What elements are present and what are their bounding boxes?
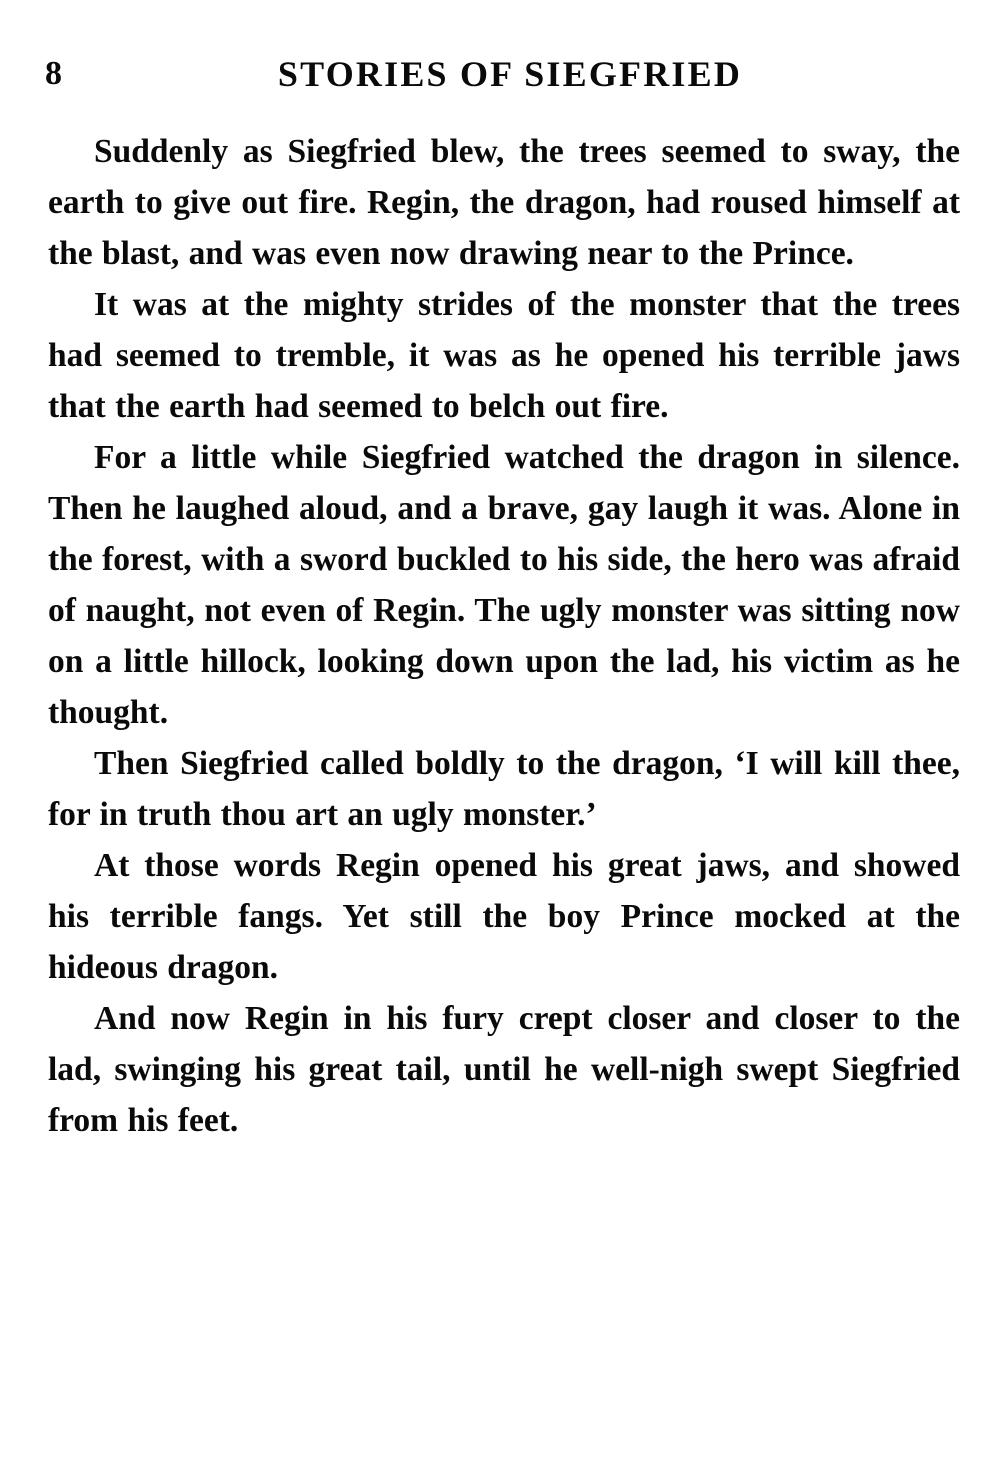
running-title: STORIES OF SIEGFRIED: [277, 54, 743, 94]
page-body: [48, 126, 960, 1146]
paragraph-4: Then Siegfried called boldly to the dragon, ‘I will kill thee, for in truth thou art an ugly monster.’: [48, 745, 960, 833]
paragraph-6: And now Regin in his fury crept closer and closer to the lad, swinging his great tail, until he well-nigh swept Siegfried from his feet.: [48, 1000, 960, 1139]
paragraph-3: For a little while Siegfried watched the dragon in silence. Then he laughed aloud, and a brave, gay laugh it was. Alone in the forest, with a sword buckled to his side, the hero was afraid of naught, not even of Regin. The ugly monster was sitting now on a little hillock, looking down upon the lad, his victim as he thought.: [48, 439, 960, 731]
paragraph-2: It was at the mighty strides of the monster that the trees had seemed to tremble, it was as he opened his terrible jaws that the earth had seemed to belch out fire.: [48, 286, 960, 425]
page-number: 8: [45, 55, 62, 92]
paragraph-1: Suddenly as Siegfried blew, the trees seemed to sway, the earth to give out fire. Regin, the dragon, had roused himself at the blast, and was even now drawing near to the Prince.: [48, 133, 960, 272]
page-header: [0, 52, 1000, 106]
paragraph-5: At those words Regin opened his great jaws, and showed his terrible fangs. Yet still the boy Prince mocked at the hideous dragon.: [48, 847, 960, 986]
